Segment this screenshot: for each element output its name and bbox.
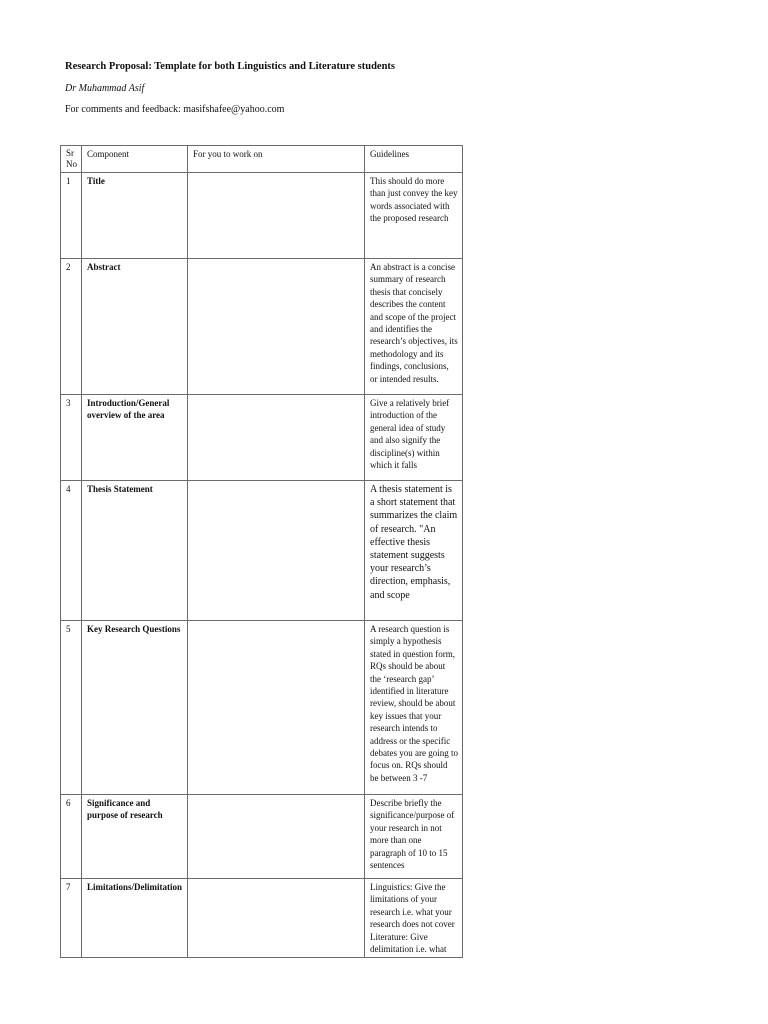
component-cell: Title: [82, 173, 188, 259]
document-author: Dr Muhammad Asif: [65, 83, 145, 94]
component-cell: Key Research Questions: [82, 621, 188, 795]
table-row: [61, 879, 463, 958]
header-component: Component: [82, 146, 188, 173]
row-number: 2: [61, 259, 82, 395]
header-guidelines: Guidelines: [365, 146, 463, 173]
table-row: [61, 259, 463, 395]
header-sr-no: Sr No: [61, 146, 82, 173]
feedback-line: For comments and feedback: masifshafee@yahoo.com: [65, 104, 285, 115]
table-row: [61, 795, 463, 879]
proposal-template-table: [60, 145, 463, 958]
work-cell[interactable]: [188, 259, 365, 395]
table-row: [61, 173, 463, 259]
component-cell: Introduction/General overview of the area: [82, 395, 188, 481]
row-number: 5: [61, 621, 82, 795]
row-number: 7: [61, 879, 82, 958]
guideline-cell: Linguistics: Give the limitations of your research i.e. what your research does not cover Literature: Give delimitation i.e. what: [365, 879, 463, 958]
guideline-cell: Give a relatively brief introduction of the general idea of study and also signify the discipline(s) within which it falls: [365, 395, 463, 481]
guideline-cell: This should do more than just convey the key words associated with the proposed research: [365, 173, 463, 259]
component-cell: Thesis Statement: [82, 481, 188, 621]
row-number: 1: [61, 173, 82, 259]
row-number: 6: [61, 795, 82, 879]
work-cell[interactable]: [188, 395, 365, 481]
table-row: [61, 395, 463, 481]
table-row: [61, 621, 463, 795]
guideline-cell: Describe briefly the significance/purpose of your research in not more than one paragraph of 10 to 15 sentences: [365, 795, 463, 879]
work-cell[interactable]: [188, 621, 365, 795]
work-cell[interactable]: [188, 173, 365, 259]
work-cell[interactable]: [188, 481, 365, 621]
work-cell[interactable]: [188, 879, 365, 958]
header-work: For you to work on: [188, 146, 365, 173]
table-header-row: [61, 146, 463, 173]
guideline-cell: A thesis statement is a short statement that summarizes the claim of research. "An effective thesis statement suggests your research’s direction, emphasis, and scope: [365, 481, 463, 621]
component-cell: Limitations/Delimitation: [82, 879, 188, 958]
guideline-cell: A research question is simply a hypothesis stated in question form, RQs should be about the ‘research gap’ identified in literature review, should be about key issues that your research intends to address or the specific debates you are going to focus on. RQs should be between 3 -7: [365, 621, 463, 795]
work-cell[interactable]: [188, 795, 365, 879]
table-row: [61, 481, 463, 621]
row-number: 3: [61, 395, 82, 481]
row-number: 4: [61, 481, 82, 621]
component-cell: Significance and purpose of research: [82, 795, 188, 879]
component-cell: Abstract: [82, 259, 188, 395]
guideline-cell: An abstract is a concise summary of research thesis that concisely describes the content and scope of the project and identifies the research’s objectives, its methodology and its findings, conclusions, or intended results.: [365, 259, 463, 395]
document-title: Research Proposal: Template for both Linguistics and Literature students: [65, 61, 395, 72]
